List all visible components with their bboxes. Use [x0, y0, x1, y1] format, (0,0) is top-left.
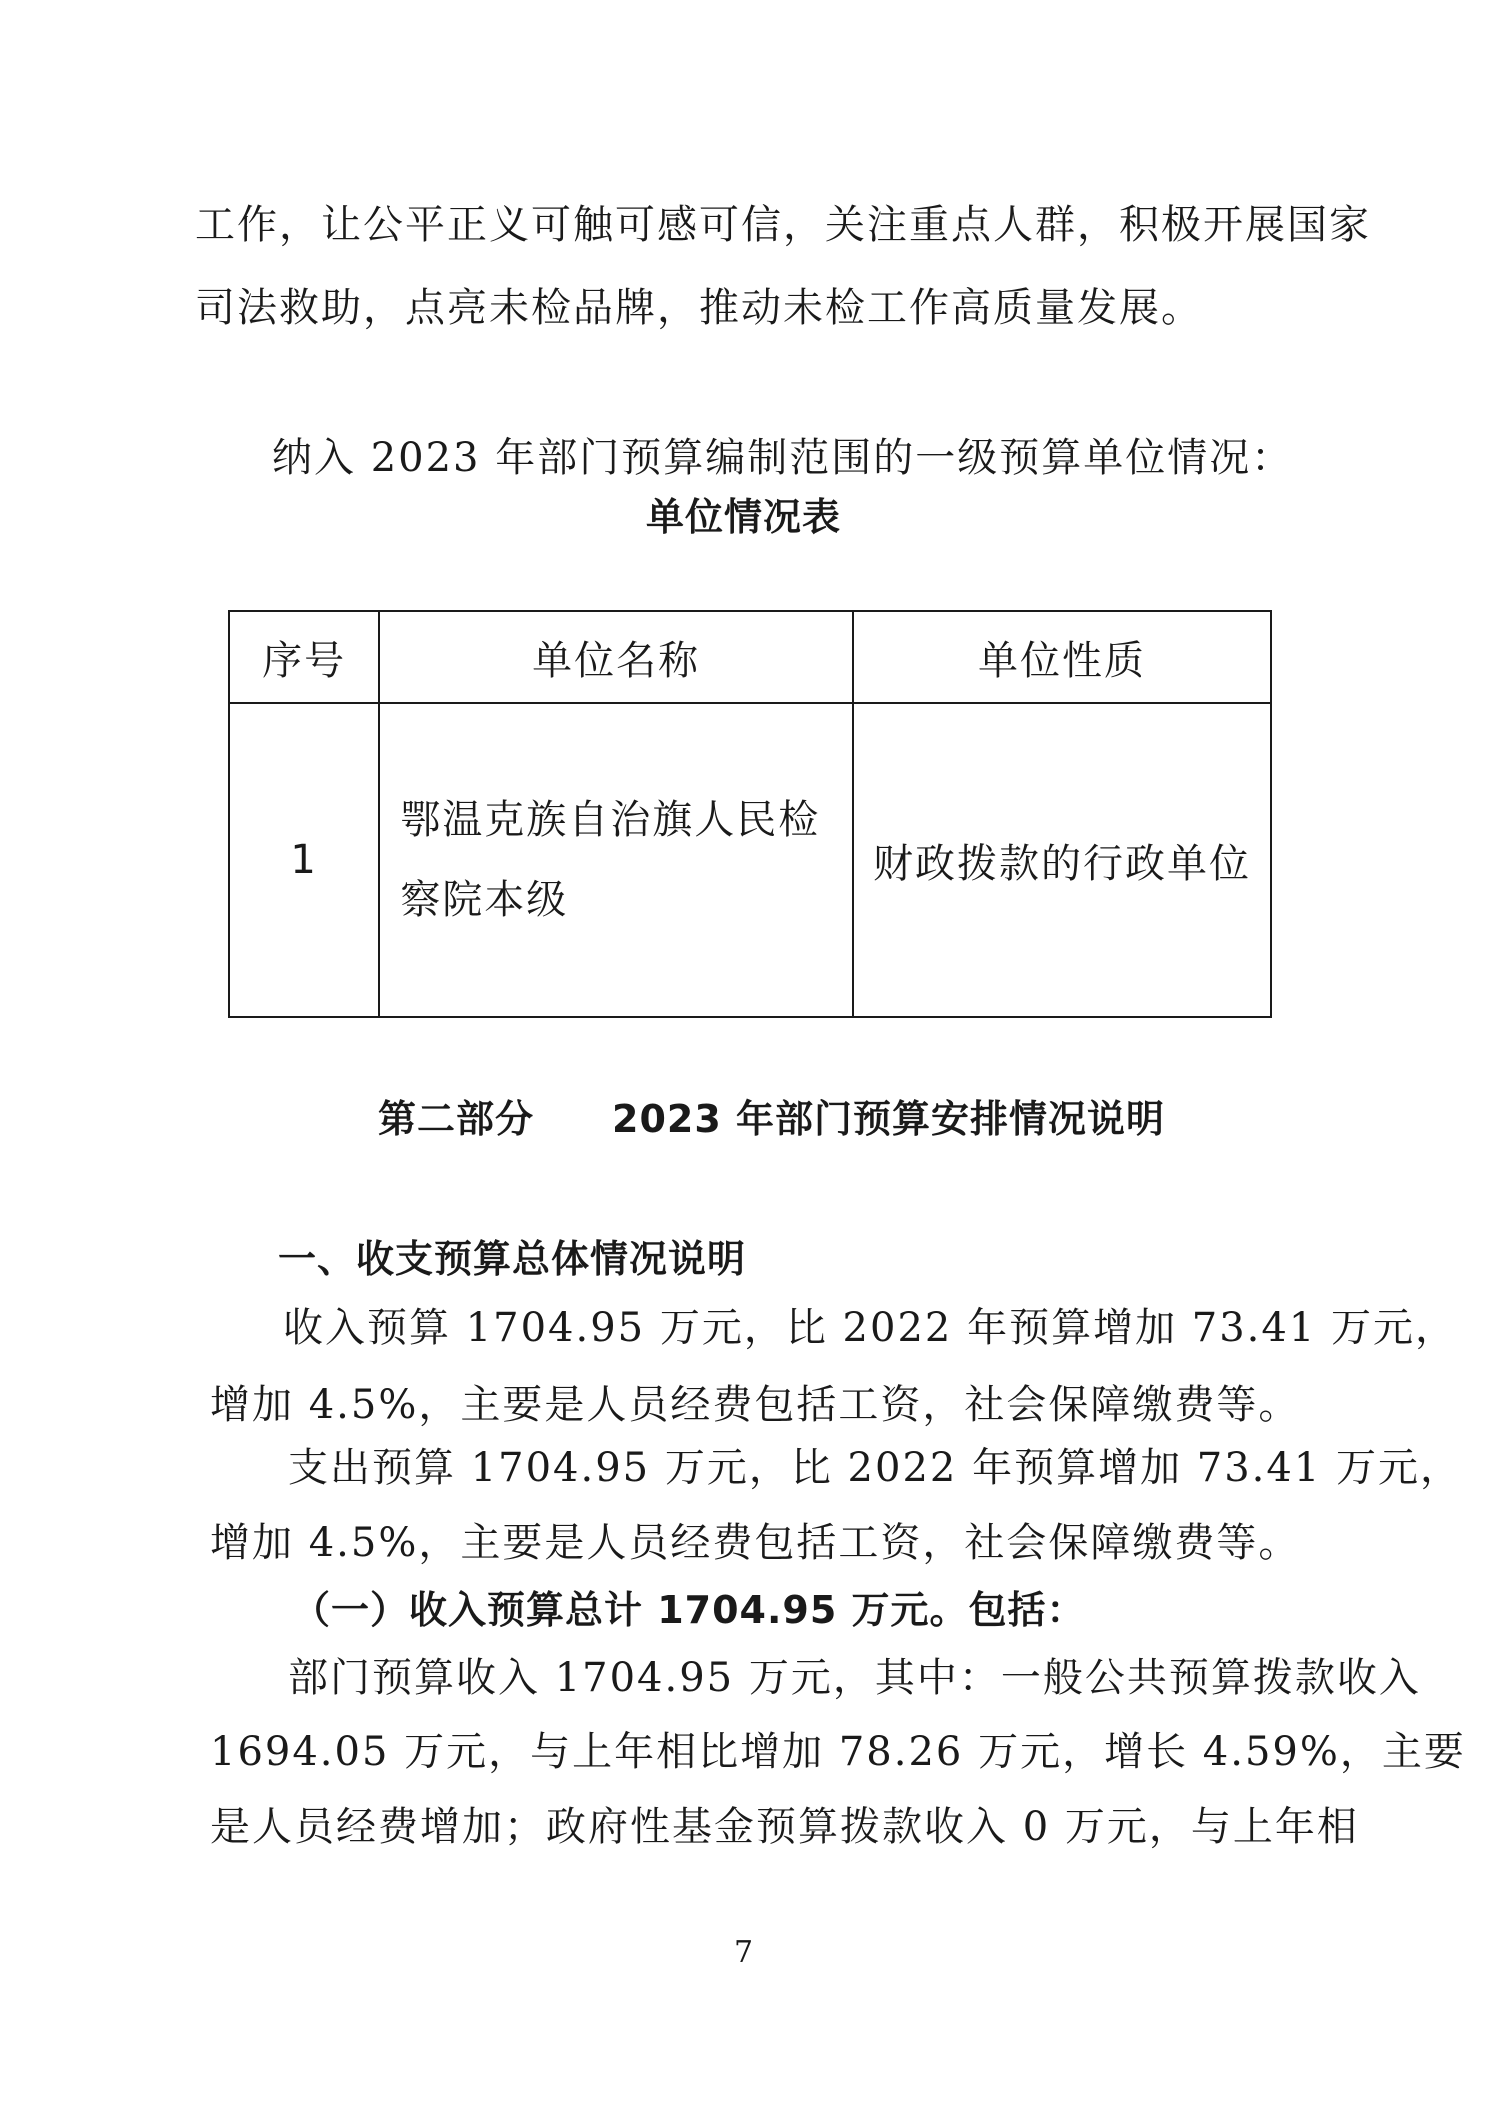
table-title: 单位情况表 [645, 495, 841, 539]
intro-line-1: 工作，让公平正义可触可感可信，关注重点人群，积极开展国家 [195, 202, 1371, 248]
cell-unit-nature: 财政拨款的行政单位 [853, 703, 1271, 1017]
p2-line-2: 增加 4.5%，主要是人员经费包括工资，社会保障缴费等。 [210, 1520, 1301, 1566]
cell-seq: 1 [229, 703, 379, 1017]
p2-line-1: 支出预算 1704.95 万元，比 2022 年预算增加 73.41 万元， [288, 1445, 1463, 1491]
scope-sentence: 纳入 2023 年部门预算编制范围的一级预算单位情况： [272, 435, 1294, 481]
section1-heading: 一、收支预算总体情况说明 [278, 1237, 747, 1281]
page-number: 7 [733, 1935, 754, 1970]
table-header-row [229, 611, 1271, 703]
cell-unit-name: 鄂温克族自治旗人民检察院本级 [379, 703, 853, 1017]
p3-line-2: 1694.05 万元，与上年相比增加 78.26 万元，增长 4.59%，主要 [210, 1729, 1466, 1775]
part2-heading: 第二部分 2023 年部门预算安排情况说明 [378, 1097, 1165, 1141]
intro-line-2: 司法救助，点亮未检品牌，推动未检工作高质量发展。 [195, 285, 1203, 331]
table-row [229, 703, 1271, 1017]
p1-line-1: 收入预算 1704.95 万元，比 2022 年预算增加 73.41 万元， [283, 1305, 1458, 1351]
sub1-heading: （一）收入预算总计 1704.95 万元。包括： [292, 1588, 1086, 1632]
header-unit-nature: 单位性质 [853, 611, 1271, 703]
header-seq: 序号 [229, 611, 379, 703]
header-unit-name: 单位名称 [379, 611, 853, 703]
p3-line-1: 部门预算收入 1704.95 万元，其中：一般公共预算拨款收入 [288, 1655, 1421, 1701]
unit-table [228, 610, 1272, 1018]
p3-line-3: 是人员经费增加；政府性基金预算拨款收入 0 万元，与上年相 [210, 1804, 1359, 1850]
p1-line-2: 增加 4.5%，主要是人员经费包括工资，社会保障缴费等。 [210, 1382, 1301, 1428]
